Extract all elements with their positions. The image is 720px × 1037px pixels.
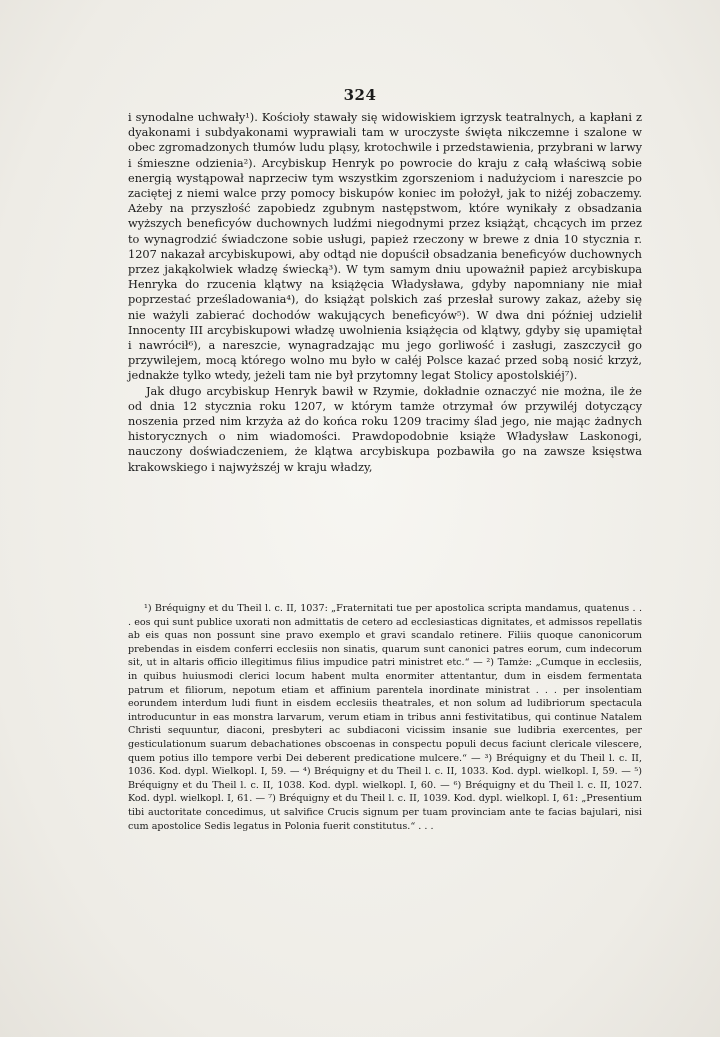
body-paragraph-2: Jak długo arcybiskup Henryk bawił w Rzymie, dokładnie oznaczyć nie można, ile że od dnia 12 stycznia roku 1207, w którym tamże otrzymał ów przywiléj dotyczący noszenia przed nim krzyża aż do końca roku 1209 tracimy ślad jego, nie mając żadnych historycznych o nim wiadomości. Prawdopodobnie książe Władysław Laskonogi, nauczony doświadczeniem, że klątwa arcybiskupa pozbawiła go na zawsze księstwa krakowskiego i najwyższéj w kraju władzy,: [128, 383, 642, 474]
footnotes: [128, 602, 642, 833]
main-text: [128, 110, 642, 475]
footnote-text: ¹) Bréquigny et du Theil l. c. II, 1037: „Fraternitati tue per apostolica scripta mandamus, quatenus . . . eos qui sunt publice uxorati non admittatis de cetero ad ecclesiasticas dignitates, et admissos repellatis ab eis quas non possunt sine pravo exemplo et gravi scandalo retinere. Filiis quoque canonicorum prebendas in eisdem conferri ecclesiis non sinatis, quarum sunt canonici patres eorum, cum indecorum sit, ut in altaris officio illegitimus filius impudice patri ministret etc.“ — ²) Tamże: „Cumque in ecclesiis, in quibus huiusmodi clerici locum habent multa enormiter attentantur, dum in eisdem fermentata patrum et filiorum, nepotum etiam et affinium parentela inordinate ministrat . . . per insolentiam eorundem interdum ludi fiunt in eisdem ecclesiis theatrales, et non solum ad ludibriorum spectacula introducuntur in eas monstra larvarum, verum etiam in tribus anni festivitatibus, qui continue Natalem Christi sequuntur, diaconi, presbyteri ac subdiaconi vicissim insanie sue ludibria exercentes, per gesticulationum suarum debachationes obscoenas in conspectu populi decus faciunt clericale vilescere, quem potius illo tempore verbi Dei deberent predicatione mulcere.“ — ³) Bréquigny et du Theil l. c. II, 1036. Kod. dypl. Wielkopl. I, 59. — ⁴) Bréquigny et du Theil l. c. II, 1033. Kod. dypl. wielkopl. I, 59. — ⁵) Bréquigny et du Theil l. c. II, 1038. Kod. dypl. wielkopl. I, 60. — ⁶) Bréquigny et du Theil l. c. II, 1027. Kod. dypl. wielkopl. I, 61. — ⁷) Bréquigny et du Theil l. c. II, 1039. Kod. dypl. wielkopl. I, 61: „Presentium tibi auctoritate concedimus, ut salvifice Crucis signum per tuam provinciam ante te facias bajulari, nisi cum apostolice Sedis legatus in Polonia fuerit constitutus.“ . . .: [128, 603, 642, 832]
body-paragraph-1: i synodalne uchwały¹). Kościoły stawały się widowiskiem igrzysk teatralnych, a kapłani z dyakonami i subdyakonami wyprawiali tam w uroczyste święta nikczemne i szalone w obec zgromadzonych tłumów ludu pląsy, krotochwile i przedstawienia, przybrani w larwy i śmieszne odzienia²). Arcybiskup Henryk po powrocie do kraju z całą właściwą sobie energią wystąpował naprzeciw tym wszystkim zgorszeniom i nadużyciom i nareszcie po zaciętej z niemi walce przy pomocy biskupów koniec im położył, jak to niżéj zobaczemy. Ażeby na przyszłość zapobiedz zgubnym następstwom, które wynikały z obsadzania wyższych beneficyów duchownych ludźmi niegodnymi przez książąt, chcących im przez to wynagrodzić świadczone sobie usługi, papież rzeczony w brewe z dnia 10 stycznia r. 1207 nakazał arcybiskupowi, aby odtąd nie dopuścił obsadzania beneficyów duchownych przez jakąkolwiek władzę świecką³). W tym samym dniu upoważnił papież arcybiskupa Henryka do rzucenia klątwy na książęcia Władysława, gdyby napomniany nie miał poprzestać prześladowania⁴), do książąt polskich zaś przesłał surowy zakaz, ażeby się nie ważyli zabierać dochodów wakujących beneficyów⁵). W dwa dni później udzielił Innocenty III arcybiskupowi władzę uwolnienia książęcia od klątwy, gdyby się upamiętał i nawrócił⁶), a nareszcie, wynagradzając mu jego gorliwość i zasługi, zaszczycił go przywilejem, mocą którego wolno mu było w całéj Polsce kazać przed sobą nosić krzyż, jednakże tylko wtedy, jeżeli tam nie był przytomny legat Stolicy apostolskiéj⁷).: [128, 110, 642, 383]
page-number: 324: [343, 86, 377, 104]
